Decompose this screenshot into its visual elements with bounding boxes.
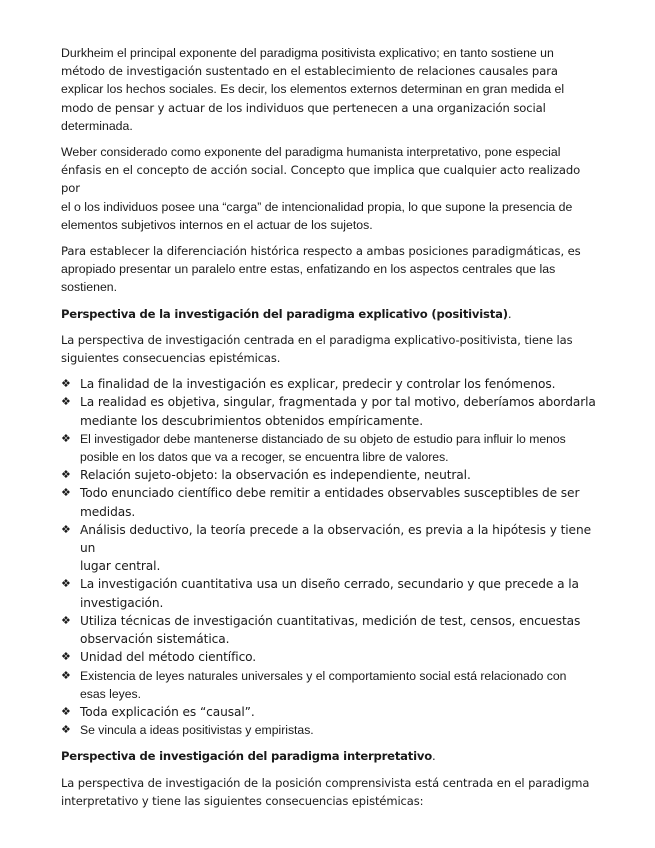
line: el o los individuos posee una “carga” de intencionalidad propia, lo que supone la presencia de	[61, 199, 573, 214]
bullet-item	[61, 703, 599, 721]
heading-text: Perspectiva de la investigación del paradigma explicativo (positivista)	[61, 306, 508, 321]
bullet-text-line: medidas.	[80, 504, 136, 519]
line: La perspectiva de investigación de la posición comprensivista está centrada en el paradigma	[61, 775, 590, 790]
diamond-bullet-icon: ❖	[61, 724, 71, 737]
diamond-bullet-icon: ❖	[61, 468, 71, 482]
bullet-text-line: lugar central.	[80, 559, 161, 574]
bullet-text-line: La realidad es objetiva, singular, fragmentada y por tal motivo, deberíamos abordarla	[80, 395, 596, 410]
line: La perspectiva de investigación centrada en el paradigma explicativo-positivista, tiene las	[61, 332, 573, 347]
bullet-item	[61, 375, 599, 393]
bullet-text-line: esas leyes.	[80, 686, 141, 701]
bullet-item	[61, 521, 599, 576]
section-intro-explicativo	[61, 331, 599, 367]
bullet-text-line: Relación sujeto-objeto: la observación es independiente, neutral.	[80, 468, 471, 483]
diamond-bullet-icon: ❖	[61, 704, 71, 718]
bullet-item	[61, 430, 599, 466]
paragraph-weber	[61, 143, 599, 234]
bullet-text-line: Unidad del método científico.	[80, 650, 257, 665]
paragraph-durkheim	[61, 44, 599, 135]
bullet-text-line: El investigador debe mantenerse distanciado de su objeto de estudio para influir lo menos	[80, 431, 566, 446]
diamond-bullet-icon: ❖	[61, 669, 71, 682]
paragraph-comparison	[61, 242, 599, 297]
bullet-item	[61, 484, 599, 520]
bullet-item	[61, 667, 599, 703]
diamond-bullet-icon: ❖	[61, 577, 71, 591]
line: Para establecer la diferenciación histórica respecto a ambas posiciones paradigmáticas, es	[61, 244, 581, 259]
bullet-item	[61, 466, 599, 484]
diamond-bullet-icon: ❖	[61, 432, 71, 445]
bullet-text-line: observación sistemática.	[80, 632, 230, 647]
line: énfasis en el concepto de acción social. Concepto que implica que cualquier acto realizado por	[61, 163, 581, 196]
heading-period: .	[507, 306, 512, 321]
heading-text: Perspectiva de investigación del paradigma interpretativo	[61, 749, 433, 764]
bullet-text-line: mediante los descubrimientos obtenidos empíricamente.	[80, 413, 423, 428]
line: elementos subjetivos internos en el actuar de los sujetos.	[61, 217, 373, 232]
bullet-item	[61, 721, 599, 739]
section-intro-interpretativo	[61, 774, 599, 810]
line: interpretativo y tiene las siguientes consecuencias epistémicas:	[61, 793, 424, 808]
line: explicar los hechos sociales. Es decir, los elementos externos determinan en gran medida el	[61, 82, 565, 97]
heading-period: .	[432, 749, 436, 764]
bullet-text-line: Existencia de leyes naturales universales y el comportamiento social está relacionado con	[80, 668, 567, 683]
line: Durkheim el principal exponente del paradigma positivista explicativo; en tanto sostiene un	[61, 46, 554, 60]
line: apropiado presentar un paralelo entre estas, enfatizando en los aspectos centrales que las	[61, 262, 556, 277]
diamond-bullet-icon: ❖	[61, 522, 71, 536]
bullet-item	[61, 393, 599, 429]
bullet-text-line: Utiliza técnicas de investigación cuantitativas, medición de test, censos, encuestas	[80, 613, 581, 628]
diamond-bullet-icon: ❖	[61, 613, 71, 627]
document-page	[61, 44, 599, 818]
line: método de investigación sustentado en el establecimiento de relaciones causales para	[61, 64, 558, 79]
diamond-bullet-icon: ❖	[61, 486, 71, 500]
bullet-text-line: La investigación cuantitativa usa un diseño cerrado, secundario y que precede a la	[80, 577, 579, 592]
bullet-text-line: investigación.	[80, 595, 164, 610]
bullet-text-line: La finalidad de la investigación es explicar, predecir y controlar los fenómenos.	[80, 377, 556, 392]
line: Weber considerado como exponente del paradigma humanista interpretativo, pone especial	[61, 145, 561, 160]
diamond-bullet-icon: ❖	[61, 650, 71, 664]
bullet-item	[61, 575, 599, 611]
bullet-item	[61, 648, 599, 666]
diamond-bullet-icon: ❖	[61, 395, 71, 409]
section-heading-explicativo	[61, 305, 599, 323]
line: determinada.	[61, 118, 133, 133]
line: modo de pensar y actuar de los individuos que pertenecen a una organización social	[61, 100, 546, 115]
diamond-bullet-icon: ❖	[61, 377, 71, 391]
line: siguientes consecuencias epistémicas.	[61, 351, 281, 366]
bullet-item	[61, 612, 599, 648]
bullet-text-line: Se vincula a ideas positivistas y empiristas.	[80, 723, 314, 738]
bullet-list-explicativo	[61, 375, 599, 739]
bullet-text-line: Todo enunciado científico debe remitir a entidades observables susceptibles de ser	[80, 486, 580, 501]
line: sostienen.	[61, 280, 118, 295]
bullet-text-line: Toda explicación es “causal”.	[80, 704, 255, 719]
bullet-text-line: Análisis deductivo, la teoría precede a la observación, es previa a la hipótesis y tiene un	[80, 522, 591, 556]
section-heading-interpretativo	[61, 747, 599, 765]
bullet-text-line: posible en los datos que va a recoger, se encuentra libre de valores.	[80, 450, 449, 465]
